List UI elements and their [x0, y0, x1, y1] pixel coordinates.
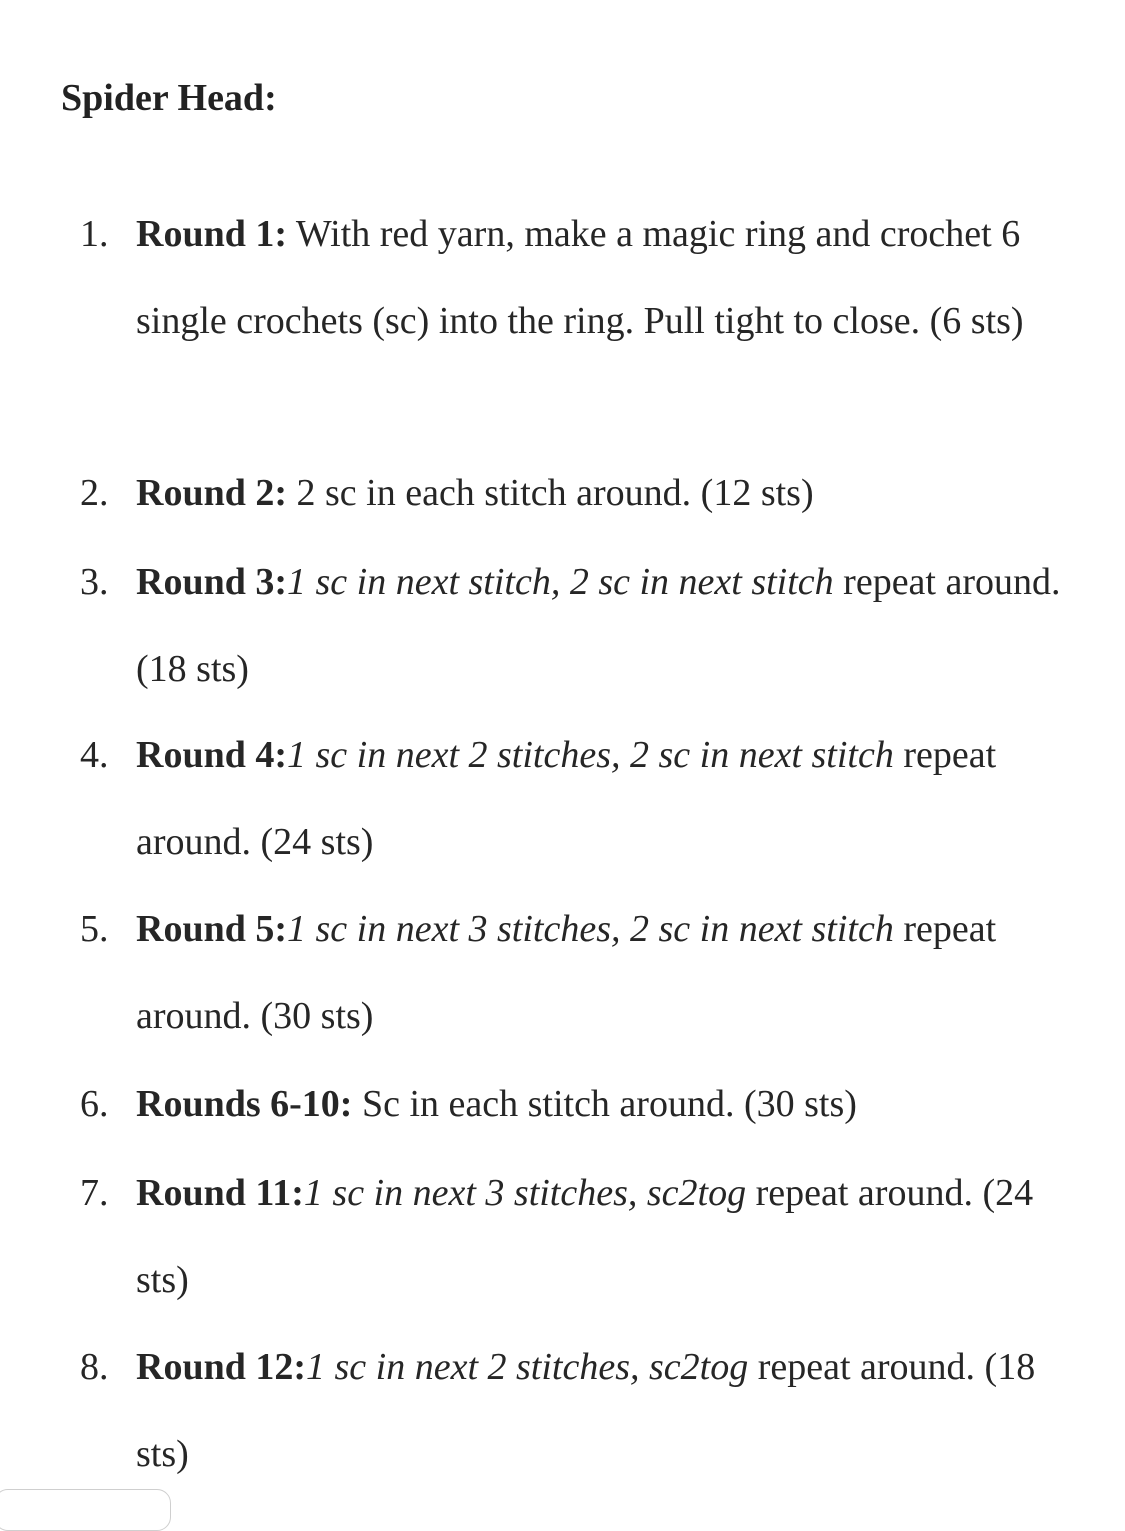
round-pattern: 1 sc in next stitch, 2 sc in next stitch: [287, 561, 834, 603]
round-instruction: repeat around. (24 sts): [136, 1172, 1034, 1301]
round-instruction: repeat around. (30 sts): [136, 908, 997, 1037]
list-item-number: 4.: [80, 734, 109, 776]
list-item-text: [136, 712, 1076, 885]
round-label: Round 12:: [136, 1346, 306, 1388]
bottom-left-tab[interactable]: [0, 1489, 171, 1531]
list-item-number: 1.: [80, 213, 109, 255]
list-item-number: 8.: [80, 1346, 109, 1388]
list-item-text: [136, 539, 1076, 712]
round-pattern: 1 sc in next 2 stitches, sc2tog: [306, 1346, 749, 1388]
round-instruction: repeat around. (24 sts): [136, 734, 997, 863]
section-heading: Spider Head:: [61, 77, 277, 119]
round-label: Round 11:: [136, 1172, 304, 1214]
round-label: Round 1:: [136, 213, 287, 255]
list-item-text: [136, 1150, 1076, 1323]
list-item-text: [136, 191, 1076, 364]
list-item-number: 3.: [80, 561, 109, 603]
round-label: Round 4:: [136, 734, 287, 776]
list-item-text: [136, 886, 1076, 1059]
round-label: Round 5:: [136, 908, 287, 950]
round-label: Rounds 6-10:: [136, 1083, 353, 1125]
round-instruction: 2 sc in each stitch around. (12 sts): [287, 472, 814, 514]
round-instruction: repeat around. (18 sts): [136, 561, 1061, 690]
list-item-number: 2.: [80, 472, 109, 514]
round-label: Round 2:: [136, 472, 287, 514]
round-label: Round 3:: [136, 561, 287, 603]
round-instruction: repeat around. (18 sts): [136, 1346, 1036, 1475]
list-item-text: [136, 450, 1076, 537]
list-item-number: 5.: [80, 908, 109, 950]
round-instruction: Sc in each stitch around. (30 sts): [352, 1083, 857, 1125]
list-item-text: [136, 1061, 1076, 1148]
round-pattern: 1 sc in next 2 stitches, 2 sc in next stitch: [287, 734, 894, 776]
list-item-number: 7.: [80, 1172, 109, 1214]
list-item-number: 6.: [80, 1083, 109, 1125]
round-instruction: With red yarn, make a magic ring and crochet 6 single crochets (sc) into the ring. Pull tight to close. (6 sts): [136, 213, 1024, 342]
round-pattern: 1 sc in next 3 stitches, sc2tog: [303, 1172, 747, 1214]
list-item-text: [136, 1324, 1076, 1497]
round-pattern: 1 sc in next 3 stitches, 2 sc in next stitch: [287, 908, 894, 950]
